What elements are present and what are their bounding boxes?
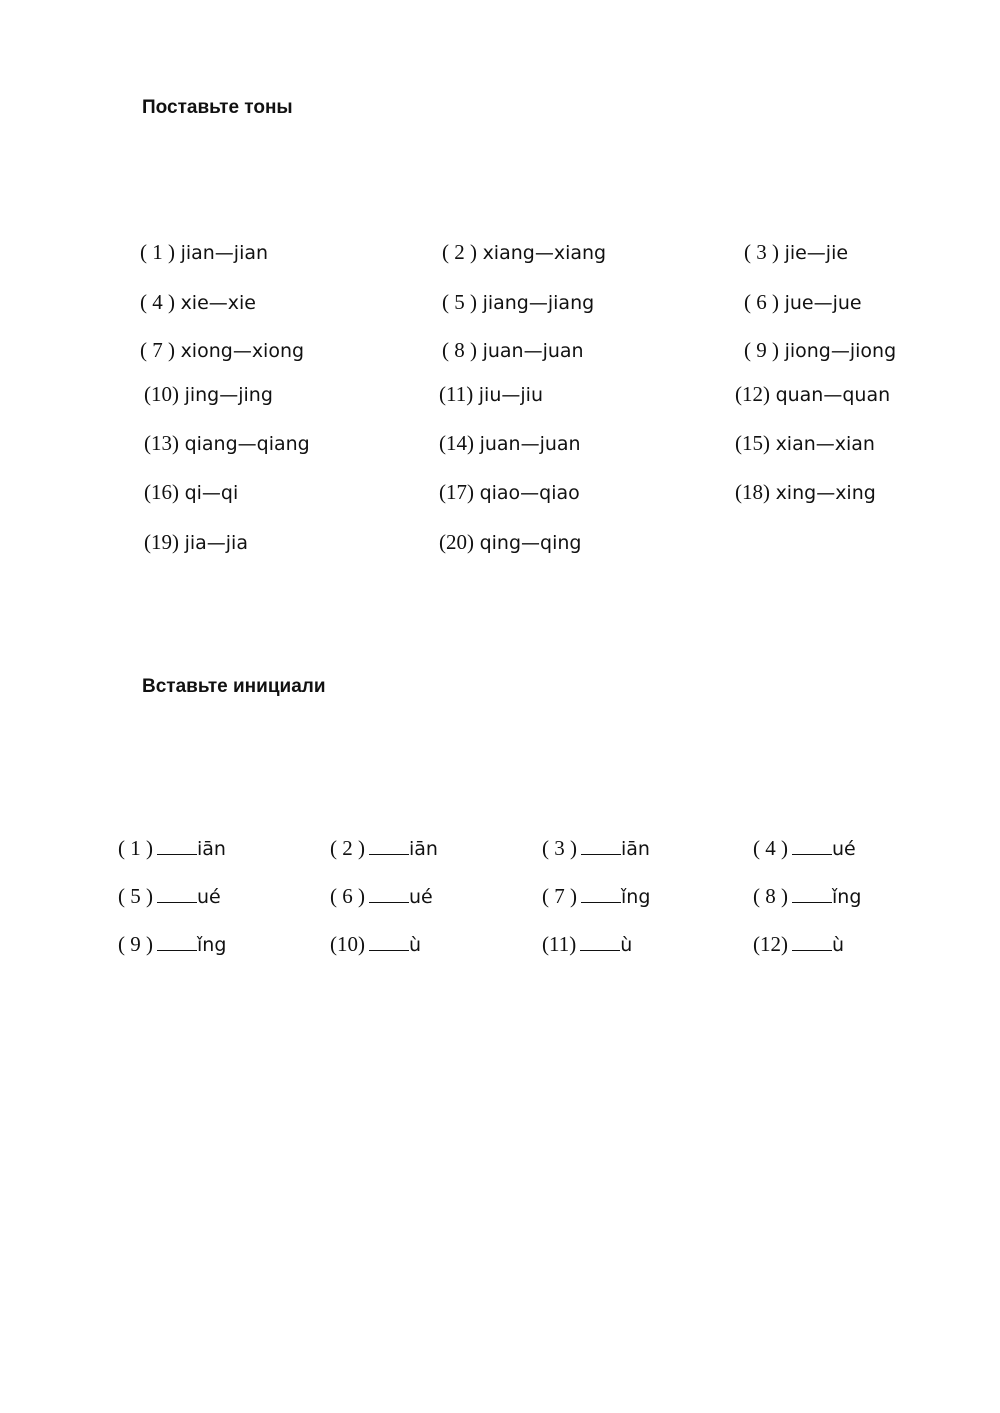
blank-item <box>753 836 856 861</box>
item-number: ( 9 ) <box>118 932 153 956</box>
pinyin-final: iān <box>621 838 650 860</box>
pinyin-pair[interactable]: xing—xing <box>775 482 876 504</box>
item-number: (14) <box>439 431 474 455</box>
pinyin-pair[interactable]: jie—jie <box>784 242 849 264</box>
item-number: (13) <box>144 431 179 455</box>
item-number: ( 8 ) <box>753 884 788 908</box>
pinyin-pair[interactable]: jiu—jiu <box>478 384 543 406</box>
answer-blank[interactable] <box>792 933 832 951</box>
blank-item <box>753 932 844 957</box>
tone-item <box>744 290 862 315</box>
pinyin-pair[interactable]: jue—jue <box>784 292 862 314</box>
tone-item <box>140 290 256 315</box>
pinyin-final: iān <box>197 838 226 860</box>
pinyin-pair[interactable]: xiang—xiang <box>482 242 607 264</box>
tone-item <box>735 382 890 407</box>
item-number: (12) <box>735 382 770 406</box>
tone-item <box>442 338 584 363</box>
pinyin-pair[interactable]: qing—qing <box>479 532 582 554</box>
pinyin-final: ǐng <box>197 934 227 956</box>
tone-item <box>439 431 581 456</box>
pinyin-final: iān <box>409 838 438 860</box>
pinyin-pair[interactable]: jing—jing <box>184 384 273 406</box>
initials-section-title: Вставьте инициали <box>142 676 326 697</box>
pinyin-pair[interactable]: jian—jian <box>180 242 269 264</box>
item-number: (16) <box>144 480 179 504</box>
item-number: (10) <box>144 382 179 406</box>
answer-blank[interactable] <box>157 933 197 951</box>
blank-item <box>118 932 226 957</box>
item-number: (15) <box>735 431 770 455</box>
tone-item <box>140 240 268 265</box>
answer-blank[interactable] <box>369 837 409 855</box>
answer-blank[interactable] <box>580 933 620 951</box>
item-number: ( 8 ) <box>442 338 477 362</box>
tone-item <box>442 240 606 265</box>
tone-item <box>744 338 896 363</box>
answer-blank[interactable] <box>369 933 409 951</box>
answer-blank[interactable] <box>581 837 621 855</box>
item-number: ( 5 ) <box>118 884 153 908</box>
answer-blank[interactable] <box>581 885 621 903</box>
pinyin-pair[interactable]: quan—quan <box>775 384 891 406</box>
tone-item <box>144 480 238 505</box>
answer-blank[interactable] <box>792 837 832 855</box>
tone-item <box>439 382 543 407</box>
item-number: ( 9 ) <box>744 338 779 362</box>
item-number: (17) <box>439 480 474 504</box>
pinyin-final: ù <box>620 934 633 956</box>
pinyin-final: ué <box>409 886 433 908</box>
pinyin-final: ué <box>832 838 856 860</box>
item-number: ( 5 ) <box>442 290 477 314</box>
blank-item <box>542 836 650 861</box>
item-number: ( 3 ) <box>744 240 779 264</box>
blank-item <box>542 884 650 909</box>
item-number: ( 2 ) <box>330 836 365 860</box>
pinyin-pair[interactable]: jiong—jiong <box>784 340 897 362</box>
pinyin-pair[interactable]: jia—jia <box>184 532 248 554</box>
tone-item <box>140 338 304 363</box>
tone-item <box>735 480 876 505</box>
pinyin-pair[interactable]: xian—xian <box>775 433 875 455</box>
blank-item <box>118 836 226 861</box>
item-number: ( 2 ) <box>442 240 477 264</box>
item-number: ( 6 ) <box>330 884 365 908</box>
pinyin-final: ué <box>197 886 221 908</box>
item-number: (20) <box>439 530 474 554</box>
blank-item <box>118 884 221 909</box>
tones-section-title: Поставьте тоны <box>142 97 293 118</box>
pinyin-pair[interactable]: xie—xie <box>180 292 256 314</box>
item-number: ( 4 ) <box>140 290 175 314</box>
blank-item <box>753 884 861 909</box>
pinyin-pair[interactable]: qi—qi <box>184 482 239 504</box>
pinyin-final: ù <box>409 934 422 956</box>
item-number: (19) <box>144 530 179 554</box>
blank-item <box>330 836 438 861</box>
tone-item <box>144 382 273 407</box>
item-number: (12) <box>753 932 788 956</box>
pinyin-final: ǐng <box>621 886 651 908</box>
tone-item <box>439 480 580 505</box>
blank-item <box>330 884 433 909</box>
item-number: (10) <box>330 932 365 956</box>
blank-item <box>330 932 421 957</box>
pinyin-pair[interactable]: juan—juan <box>479 433 581 455</box>
blank-item <box>542 932 632 957</box>
item-number: ( 7 ) <box>140 338 175 362</box>
item-number: (11) <box>542 932 577 956</box>
pinyin-pair[interactable]: qiao—qiao <box>479 482 580 504</box>
tone-item <box>144 431 310 456</box>
item-number: ( 1 ) <box>118 836 153 860</box>
answer-blank[interactable] <box>157 885 197 903</box>
pinyin-final: ù <box>832 934 845 956</box>
item-number: ( 7 ) <box>542 884 577 908</box>
item-number: (11) <box>439 382 474 406</box>
answer-blank[interactable] <box>792 885 832 903</box>
answer-blank[interactable] <box>369 885 409 903</box>
item-number: ( 6 ) <box>744 290 779 314</box>
tone-item <box>439 530 581 555</box>
tone-item <box>744 240 848 265</box>
pinyin-pair[interactable]: xiong—xiong <box>180 340 305 362</box>
tone-item <box>735 431 875 456</box>
pinyin-final: ǐng <box>832 886 862 908</box>
tone-item <box>144 530 248 555</box>
pinyin-pair[interactable]: jiang—jiang <box>482 292 595 314</box>
answer-blank[interactable] <box>157 837 197 855</box>
pinyin-pair[interactable]: qiang—qiang <box>184 433 310 455</box>
item-number: (18) <box>735 480 770 504</box>
pinyin-pair[interactable]: juan—juan <box>482 340 584 362</box>
item-number: ( 1 ) <box>140 240 175 264</box>
item-number: ( 3 ) <box>542 836 577 860</box>
item-number: ( 4 ) <box>753 836 788 860</box>
tone-item <box>442 290 594 315</box>
